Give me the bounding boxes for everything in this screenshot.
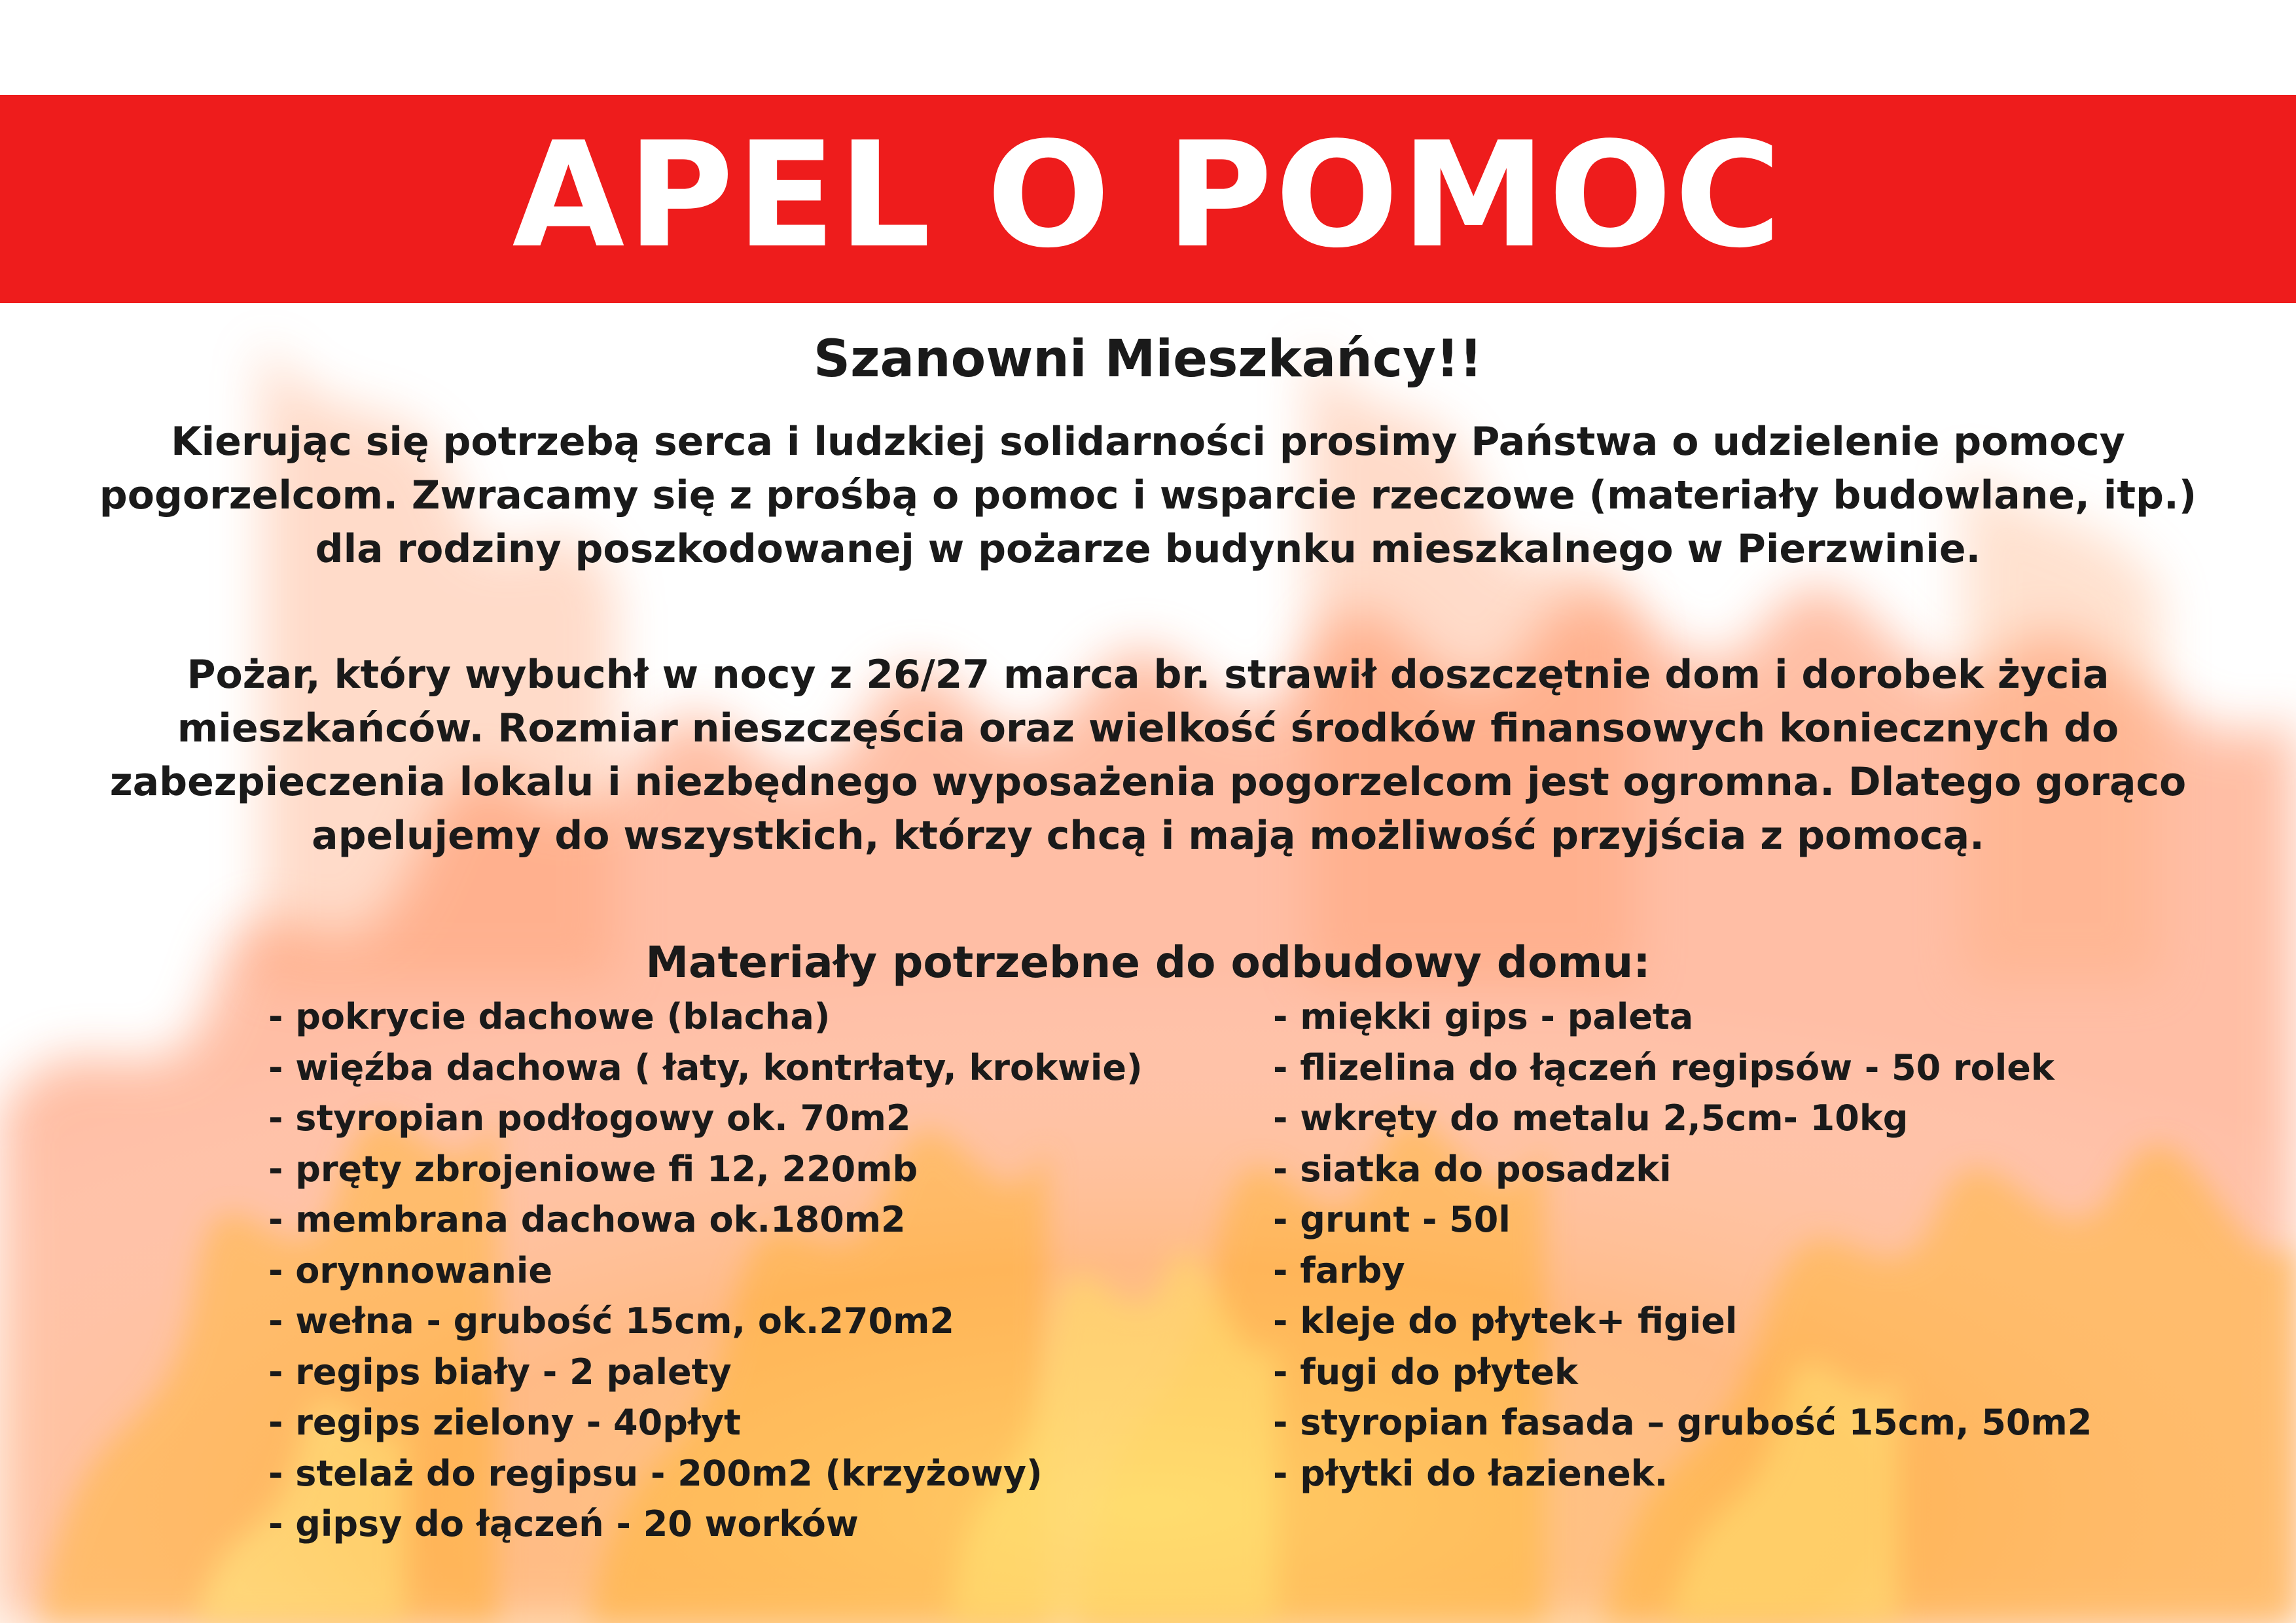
list-item: - styropian fasada – grubość 15cm, 50m2 <box>1273 1402 2092 1443</box>
list-item: - grunt - 50l <box>1273 1199 1511 1240</box>
list-item: - styropian podłogowy ok. 70m2 <box>268 1097 911 1139</box>
list-item: - regips zielony - 40płyt <box>268 1402 741 1443</box>
list-item: - więźba dachowa ( łaty, kontrłaty, krokwie) <box>268 1046 1143 1088</box>
appeal-paragraph-1 <box>0 415 2296 576</box>
paragraph-line: Kierując się potrzebą serca i ludzkiej solidarności prosimy Państwa o udzielenie pomocy <box>171 419 2125 465</box>
list-item: - membrana dachowa ok.180m2 <box>268 1199 906 1240</box>
paragraph-line: Pożar, który wybuchł w nocy z 26/27 marca br. strawił doszczętnie dom i dorobek życia <box>187 652 2109 698</box>
list-item: - orynnowanie <box>268 1249 553 1291</box>
paragraph-line: dla rodziny poszkodowanej w pożarze budynku mieszkalnego w Pierzwinie. <box>315 526 1981 572</box>
list-item: - wełna - grubość 15cm, ok.270m2 <box>268 1300 954 1342</box>
paragraph-line: apelujemy do wszystkich, którzy chcą i mają możliwość przyjścia z pomocą. <box>312 813 1984 859</box>
materials-heading: Materiały potrzebne do odbudowy domu: <box>645 937 1651 988</box>
list-item: - flizelina do łączeń regipsów - 50 rolek <box>1273 1046 2054 1088</box>
list-item: - stelaż do regipsu - 200m2 (krzyżowy) <box>268 1452 1043 1494</box>
paragraph-line: zabezpieczenia lokalu i niezbędnego wyposażenia pogorzelcom jest ogromna. Dlatego gorąco <box>109 759 2187 805</box>
list-item: - fugi do płytek <box>1273 1351 1578 1393</box>
list-item: - regips biały - 2 palety <box>268 1351 732 1393</box>
list-item: - miękki gips - paleta <box>1273 996 1694 1037</box>
list-item: - pręty zbrojeniowe fi 12, 220mb <box>268 1148 918 1190</box>
materials-list-right <box>1273 991 2092 1499</box>
list-item: - pokrycie dachowe (blacha) <box>268 996 831 1037</box>
list-item: - gipsy do łączeń - 20 worków <box>268 1503 859 1544</box>
list-item: - farby <box>1273 1249 1405 1291</box>
list-item: - siatka do posadzki <box>1273 1148 1672 1190</box>
page-title: APEL O POMOC <box>512 111 1784 280</box>
materials-list-left <box>268 991 1143 1550</box>
list-item: - płytki do łazienek. <box>1273 1452 1668 1494</box>
appeal-paragraph-2 <box>0 648 2296 863</box>
paragraph-line: pogorzelcom. Zwracamy się z prośbą o pomoc i wsparcie rzeczowe (materiały budowlane, itp.) <box>99 473 2197 518</box>
paragraph-line: mieszkańców. Rozmiar nieszczęścia oraz wielkość środków finansowych koniecznych do <box>177 705 2119 751</box>
list-item: - kleje do płytek+ figiel <box>1273 1300 1738 1342</box>
list-item: - wkręty do metalu 2,5cm- 10kg <box>1273 1097 1909 1139</box>
greeting-heading: Szanowni Mieszkańcy!! <box>813 330 1483 389</box>
